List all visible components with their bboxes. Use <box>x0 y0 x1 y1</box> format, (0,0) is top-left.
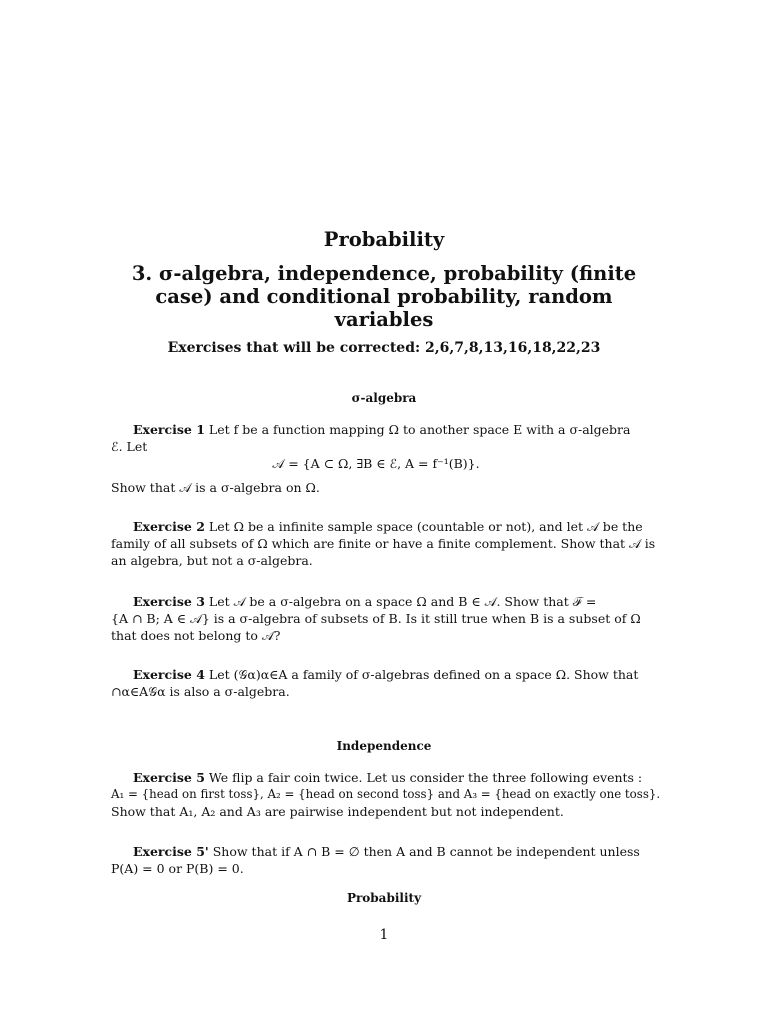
exercise-text: Let Ω be a infinite sample space (countable or not), and let 𝒜 be the <box>208 519 643 534</box>
exercise-text: family of all subsets of Ω which are finite or have a finite complement. Show that 𝒜 is <box>111 536 656 551</box>
exercise-text: Let (𝒢α)α∈A a family of σ-algebras defined on a space Ω. Show that <box>208 667 639 682</box>
exercise-label: Exercise 3 <box>133 594 205 609</box>
corrected-exercises-note: Exercises that will be corrected: 2,6,7,8,13,16,18,22,23 <box>167 340 601 356</box>
exercise-text: Show that A₁, A₂ and A₃ are pairwise independent but not independent. <box>111 804 564 819</box>
page-number: 1 <box>379 927 389 943</box>
exercise-text: an algebra, but not a σ-algebra. <box>111 553 313 568</box>
exercise-text: that does not belong to 𝒜? <box>111 628 281 643</box>
exercise-text: ℰ. Let <box>111 439 148 454</box>
document-title: Probability <box>323 228 445 251</box>
exercise-text: Let f be a function mapping Ω to another space E with a σ-algebra <box>208 422 631 437</box>
document-subtitle <box>0 262 768 331</box>
exercise-label: Exercise 1 <box>133 422 205 437</box>
exercise-label: Exercise 4 <box>133 667 205 682</box>
section-heading-probability: Probability <box>346 891 422 905</box>
exercise-5-prime <box>111 843 641 877</box>
subtitle-line-3: variables <box>334 308 434 331</box>
section-heading-sigma-algebra: σ-algebra <box>351 391 417 405</box>
exercise-text: A₁ = {head on first toss}, A₂ = {head on second toss} and A₃ = {head on exactly one toss}. <box>111 787 661 801</box>
exercise-text: P(A) = 0 or P(B) = 0. <box>111 861 244 876</box>
exercise-1 <box>111 421 641 496</box>
exercise-label: Exercise 5' <box>133 844 209 859</box>
exercise-text: ∩α∈A𝒢α is also a σ-algebra. <box>111 684 290 699</box>
subtitle-line-2: case) and conditional probability, random <box>155 285 613 308</box>
exercise-formula: 𝒜 = {A ⊂ Ω, ∃B ∈ ℰ, A = f⁻¹(B)}. <box>272 456 480 471</box>
section-heading-independence: Independence <box>336 739 432 753</box>
exercise-label: Exercise 2 <box>133 519 205 534</box>
exercise-3 <box>111 593 641 644</box>
exercise-4 <box>111 666 641 700</box>
exercise-2 <box>111 518 656 569</box>
exercise-text: We flip a fair coin twice. Let us consider the three following events : <box>208 770 643 785</box>
subtitle-line-1: 3. σ-algebra, independence, probability (finite <box>131 262 637 285</box>
exercise-label: Exercise 5 <box>133 770 205 785</box>
exercise-5 <box>111 769 661 820</box>
exercise-text: Let 𝒜 be a σ-algebra on a space Ω and B ∈ 𝒜. Show that ℱ = <box>208 594 597 609</box>
exercise-text: {A ∩ B; A ∈ 𝒜} is a σ-algebra of subsets of B. Is it still true when B is a subset of Ω <box>111 611 641 626</box>
exercise-text: Show that if A ∩ B = ∅ then A and B cannot be independent unless <box>212 844 640 859</box>
exercise-text: Show that 𝒜 is a σ-algebra on Ω. <box>111 480 320 495</box>
